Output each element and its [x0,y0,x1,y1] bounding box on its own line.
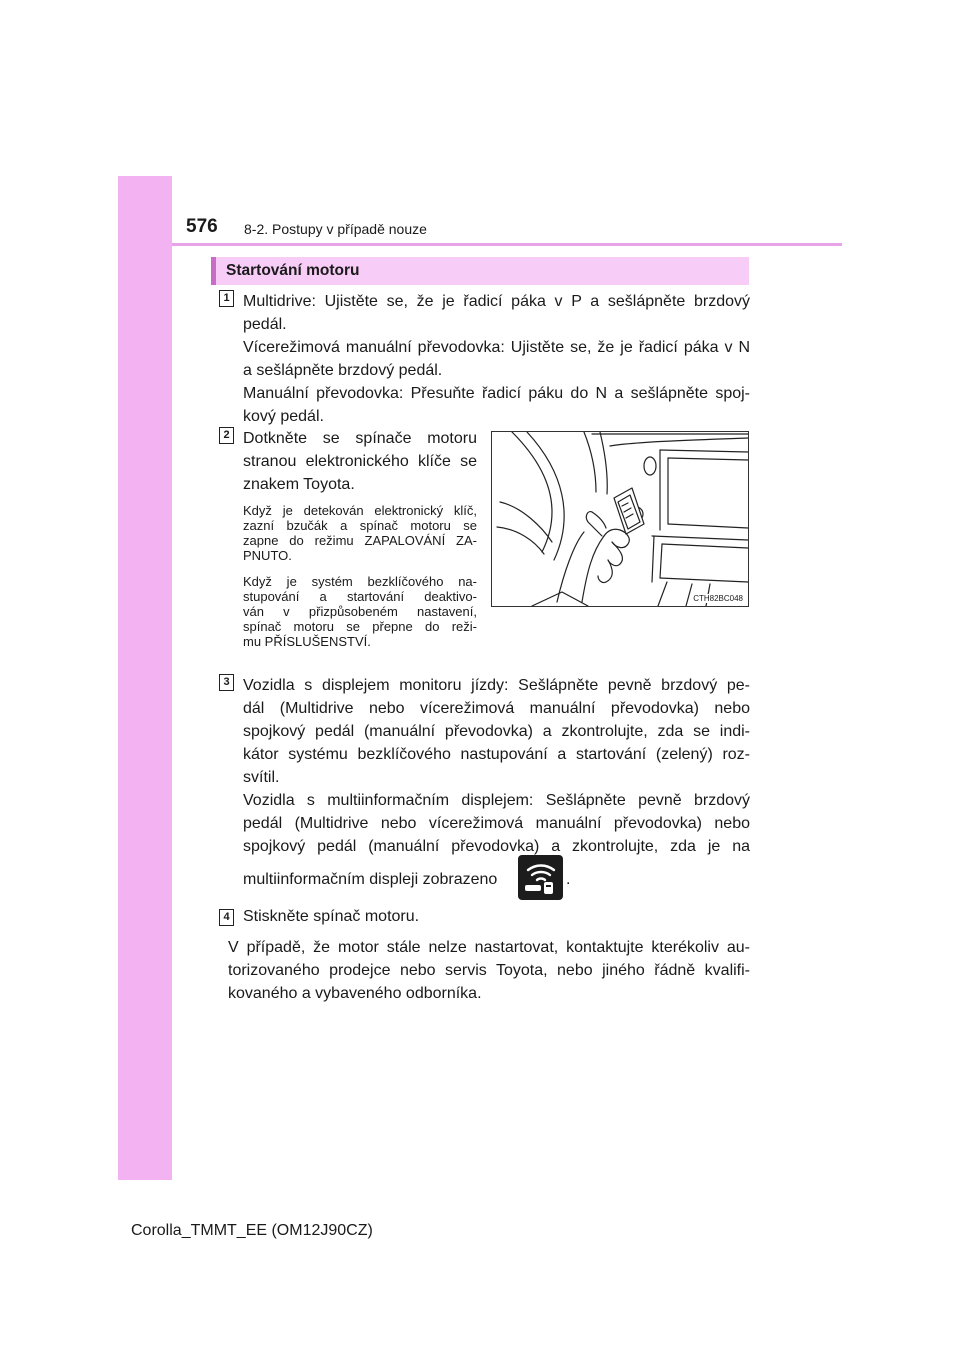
step-number-4: 4 [219,909,234,926]
text-line: PNUTO. [243,548,292,563]
text-line: stupování a startování deaktivo- [243,589,477,604]
text-line: znakem Toyota. [243,476,355,493]
text-line: Stiskněte spínač motoru. [243,908,420,925]
text-line: mu PŘÍSLUŠENSTVÍ. [243,634,371,649]
key-wave-icon [518,855,563,900]
text-line: Když je detekován elektronický klíč, [243,503,477,518]
text-line: multiinformačním displeji zobrazeno [243,871,498,888]
text-line: kový pedál. [243,408,324,425]
text-line: svítil. [243,769,280,786]
text-line: spínač motoru se přepne do reži- [243,619,477,634]
text-line: kovaného a vybaveného odborníka. [228,985,482,1002]
text-line: zazní bzučák a spínač motoru se [243,518,477,533]
key-touch-illustration [491,431,749,607]
text-line: spojkový pedál (manuální převodovka) a zkontrolujte, zda je na [243,838,750,855]
text-line: Dotkněte se spínače motoru [243,430,477,447]
header-divider [172,243,842,246]
text-line: Vícerežimová manuální převodovka: Ujistěte se, že je řadicí páka v N [243,339,750,356]
section-path: 8-2. Postupy v případě nouze [244,221,427,237]
step-1-text [243,290,750,428]
text-line: spojkový pedál (manuální převodovka) a zkontrolujte, zda se indi- [243,723,750,740]
text-line: pedál. [243,316,287,333]
text-line: pedál (Multidrive nebo vícerežimová manuální převodovka) nebo [243,815,750,832]
step-3-text [243,674,750,858]
step-3-icon-line [243,868,497,891]
text-line: . [566,871,571,888]
text-line: torizovaného prodejce nebo servis Toyota, nebo jiného řádně kvalifi- [228,962,750,979]
text-line: V případě, že motor stále nelze nastartovat, kontaktujte kterékoliv au- [228,939,750,956]
text-line: ván v přizpůsobeném nastavení, [243,604,477,619]
step-number-3: 3 [219,674,234,691]
text-line: Vozidla s displejem monitoru jízdy: Sešlápněte pevně brzdový pe- [243,677,750,694]
text-line: Multidrive: Ujistěte se, že je řadicí páka v P a sešlápněte brzdový [243,293,750,310]
text-line: zapne do režimu ZAPALOVÁNÍ ZA- [243,533,477,548]
step-number-2: 2 [219,427,234,444]
text-line: Vozidla s multiinformačním displejem: Sešlápněte pevně brzdový [243,792,750,809]
text-line: a sešlápněte brzdový pedál. [243,362,443,379]
smart-key-system-indicator-icon [518,855,563,900]
step-2-text [243,427,477,496]
final-paragraph [228,936,750,1005]
step-2-note-1 [243,503,477,563]
text-line: stranou elektronického klíče se [243,453,477,470]
step-4-text [243,905,750,928]
section-sidebar-tab [118,176,172,1180]
step-number-1: 1 [219,290,234,307]
text-line: Manuální převodovka: Přesuňte řadicí páku do N a sešlápněte spoj- [243,385,750,402]
dashboard-hand-key-drawing [492,432,748,606]
section-title: Startování motoru [211,257,749,285]
document-footer: Corolla_TMMT_EE (OM12J90CZ) [131,1222,373,1239]
page-number: 576 [186,216,218,237]
illustration-code: CTH82BC048 [693,594,743,603]
text-line: dál (Multidrive nebo vícerežimová manuální převodovka) nebo [243,700,750,717]
text-line: Když je systém bezklíčového na- [243,574,477,589]
step-2-note-2 [243,574,477,649]
step-3-icon-suffix [566,868,570,891]
text-line: kátor systému bezklíčového nastupování a startování (zelený) roz- [243,746,750,763]
